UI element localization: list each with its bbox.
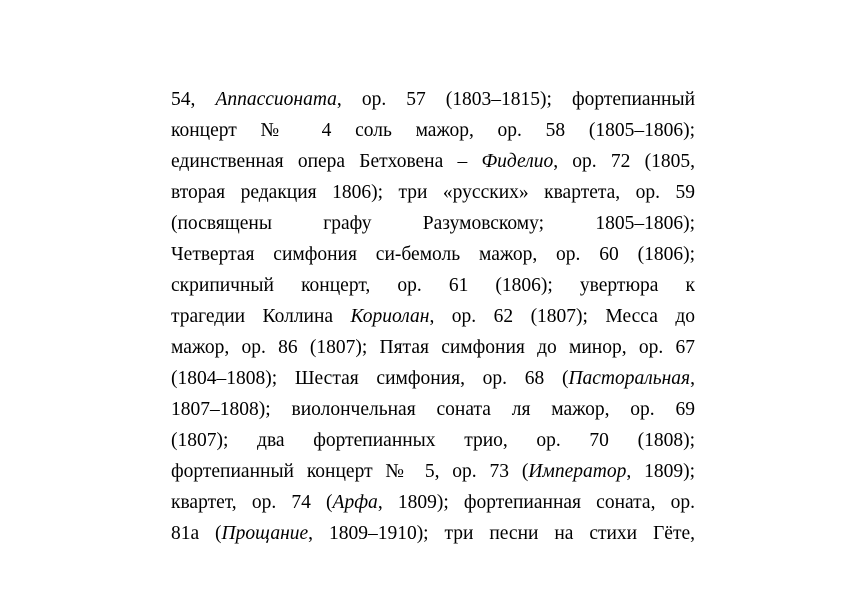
italic-title: Фиделио [481,151,554,172]
text-line [171,518,695,549]
italic-title: Арфа [332,492,378,513]
text-run: , [690,368,695,389]
text-line [171,115,695,146]
text-line [171,487,695,518]
text-run: единственная опера Бетховена – [171,151,482,172]
italic-title: Кориолан [350,306,430,327]
text-run: 54, [171,89,216,110]
text-run: вторая редакция 1806); три «русских» квартета, ор. 59 [171,182,695,203]
italic-title: Прощание [221,523,309,544]
text-run: концерт № 4 соль мажор, ор. 58 (1805–1806); [171,120,695,141]
text-line [171,84,695,115]
text-run: , 1809–1910); три песни на стихи Гёте, [308,523,695,544]
text-run: (посвящены графу Разумовскому; 1805–1806); [171,213,695,234]
text-run: 1807–1808); виолончельная соната ля мажор, ор. 69 [171,399,695,420]
text-line [171,301,695,332]
body-text [171,84,695,549]
text-line [171,146,695,177]
text-run: (1807); два фортепианных трио, ор. 70 (1808); [171,430,695,451]
italic-title: Император [528,461,627,482]
text-run: , 1809); [626,461,695,482]
text-run: (1804–1808); Шестая симфония, ор. 68 ( [171,368,569,389]
italic-title: Аппассионата [215,89,337,110]
text-run: , ор. 57 (1803–1815); фортепианный [336,89,696,110]
italic-title: Пасторальная [568,368,691,389]
text-line [171,270,695,301]
text-run: Четвертая симфония си-бемоль мажор, ор. 60 (1806); [171,244,695,265]
text-line [171,239,695,270]
text-run: мажор, ор. 86 (1807); Пятая симфония до минор, ор. 67 [171,337,695,358]
text-line [171,425,695,456]
text-run: трагедии Коллина [171,306,351,327]
text-run: , ор. 62 (1807); Месса до [429,306,695,327]
text-line [171,208,695,239]
text-run: , 1809); фортепианная соната, ор. [377,492,695,513]
text-line [171,177,695,208]
text-line [171,363,695,394]
text-run: , ор. 72 (1805, [553,151,695,172]
text-line [171,394,695,425]
text-line [171,456,695,487]
text-run: фортепианный концерт № 5, ор. 73 ( [171,461,529,482]
text-run: скрипичный концерт, ор. 61 (1806); увертюра к [171,275,695,296]
text-run: квартет, ор. 74 ( [171,492,333,513]
text-line [171,332,695,363]
text-run: 81а ( [171,523,222,544]
